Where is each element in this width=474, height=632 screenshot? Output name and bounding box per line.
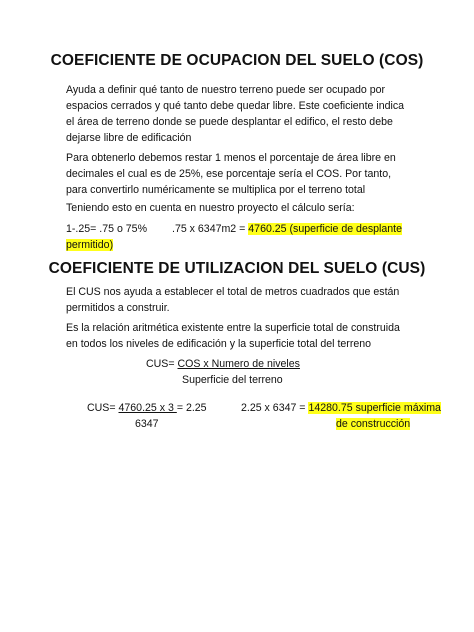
cus-calc2-line	[241, 400, 441, 416]
cus-result-highlight: 14280.75 superficie máxima	[308, 402, 441, 414]
cus-formula-denominator: Superficie del terreno	[182, 374, 283, 386]
cos-calc-expression: .75 x 6347m2 =	[172, 223, 249, 235]
cos-paragraph-definition: Ayuda a definir qué tanto de nuestro terreno puede ser ocupado por espacios cerrados y qué tanto debe quedar libre. Este coeficiente indica el área de terreno donde se puede desplantar el edifico, el resto debe dejarse libre de edificación	[66, 84, 405, 144]
cus-formula-numerator: COS x Numero de niveles	[177, 358, 300, 370]
cos-result-highlight-2: permitido)	[66, 239, 114, 251]
cus-paragraph-definition: El CUS nos ayuda a establecer el total de metros cuadrados que están permitidos a construir.	[66, 286, 400, 314]
cus-calc-denominator: 6347	[135, 418, 159, 430]
cus-result-highlight-2: de construcción	[336, 418, 411, 430]
cus-calc2-expression: 2.25 x 6347 =	[241, 402, 309, 414]
cos-paragraph-method: Para obtenerlo debemos restar 1 menos el porcentaje de área libre en decimales el cual es de 25%, ese porcentaje sería el COS. Por tanto, para convertirlo numéricamente se multiplica por el terreno total	[66, 152, 396, 196]
cus-formula-prefix: CUS=	[146, 358, 178, 370]
cus-formula-top	[146, 356, 300, 372]
cus-calc-prefix: CUS=	[87, 402, 119, 414]
cos-calc-left: 1-.25= .75 o 75%	[66, 223, 147, 235]
cos-result-highlight: 4760.25 (superficie de desplante	[248, 223, 402, 235]
cus-calc-top	[87, 400, 207, 416]
cos-paragraph-intro-calc: Teniendo esto en cuenta en nuestro proyecto el cálculo sería:	[66, 202, 355, 214]
cus-heading: COEFICIENTE DE UTILIZACION DEL SUELO (CUS)	[48, 260, 426, 277]
cus-calc-suffix: = 2.25	[176, 402, 207, 414]
cos-calc-middle	[172, 221, 402, 237]
cos-heading: COEFICIENTE DE OCUPACION DEL SUELO (COS)	[50, 52, 424, 69]
cos-result-continuation	[66, 237, 113, 253]
cus-result-continuation	[336, 416, 410, 432]
cus-paragraph-relation: Es la relación aritmética existente entre la superficie total de construida en todos los niveles de edificación y la superficie total del terreno	[66, 322, 400, 350]
cus-calc-numerator: 4760.25 x 3	[118, 402, 177, 414]
